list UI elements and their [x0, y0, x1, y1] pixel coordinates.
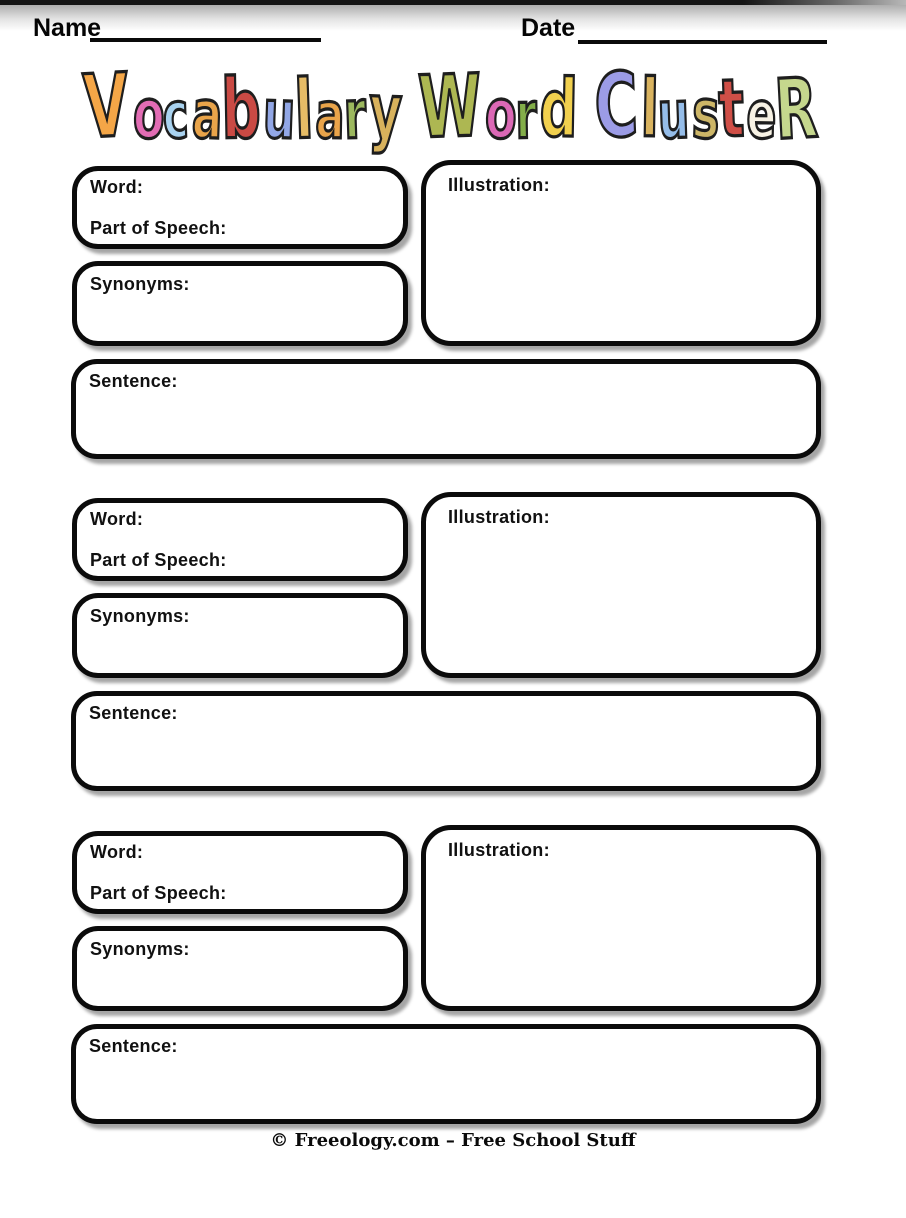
vocab-section-3 [0, 825, 906, 1125]
title-letter: V [80, 53, 133, 159]
title-word [80, 53, 405, 159]
sentence-box [71, 1024, 821, 1124]
synonyms-box [72, 593, 408, 678]
title-letter: s [691, 73, 723, 155]
sentence-box [71, 359, 821, 459]
title-letter: e [745, 77, 779, 155]
title-letter: o [131, 72, 167, 156]
title-word [416, 56, 579, 158]
title-letter: b [220, 60, 263, 157]
part-of-speech-label: Part of Speech: [90, 883, 227, 903]
part-of-speech-label: Part of Speech: [90, 550, 227, 570]
title-letter: r [342, 74, 369, 155]
title-word [592, 52, 821, 158]
word-label: Word: [90, 842, 144, 862]
synonyms-box [72, 261, 408, 346]
title-letter: u [656, 77, 692, 155]
illustration-label: Illustration: [448, 840, 550, 860]
illustration-label: Illustration: [448, 175, 550, 195]
part-of-speech-label: Part of Speech: [90, 218, 227, 238]
title-letter: c [161, 78, 191, 155]
title-letter: d [538, 63, 579, 156]
illustration-box [421, 825, 821, 1011]
illustration-box [421, 160, 821, 346]
illustration-box [421, 492, 821, 678]
word-box [72, 831, 408, 914]
title-letter: C [592, 52, 641, 158]
sentence-label: Sentence: [89, 371, 178, 391]
illustration-label: Illustration: [448, 507, 550, 527]
word-label: Word: [90, 509, 144, 529]
title-letter: a [190, 74, 225, 155]
vocab-section-1 [0, 160, 906, 460]
page-title [0, 0, 906, 159]
synonyms-box [72, 926, 408, 1011]
title-letter: o [483, 72, 519, 156]
title-letter: r [515, 79, 539, 155]
title-letter: a [314, 78, 347, 155]
title-letter: l [292, 61, 316, 157]
footer-credit: © Freeology.com – Free School Stuff [270, 1130, 636, 1151]
synonyms-label: Synonyms: [90, 939, 190, 959]
name-label: Name [33, 14, 102, 42]
title-letter: R [772, 59, 821, 158]
title-letter: t [716, 63, 747, 156]
word-label: Word: [90, 177, 144, 197]
title-letter: l [639, 63, 661, 156]
title-letter: y [368, 67, 405, 156]
word-box [72, 498, 408, 581]
title-letter: W [416, 56, 485, 158]
synonyms-label: Synonyms: [90, 274, 190, 294]
vocab-section-2 [0, 492, 906, 792]
word-box [72, 166, 408, 249]
synonyms-label: Synonyms: [90, 606, 190, 626]
sentence-label: Sentence: [89, 703, 178, 723]
title-letter: u [262, 74, 299, 155]
sentence-box [71, 691, 821, 791]
sentence-label: Sentence: [89, 1036, 178, 1056]
date-label: Date [521, 14, 576, 42]
